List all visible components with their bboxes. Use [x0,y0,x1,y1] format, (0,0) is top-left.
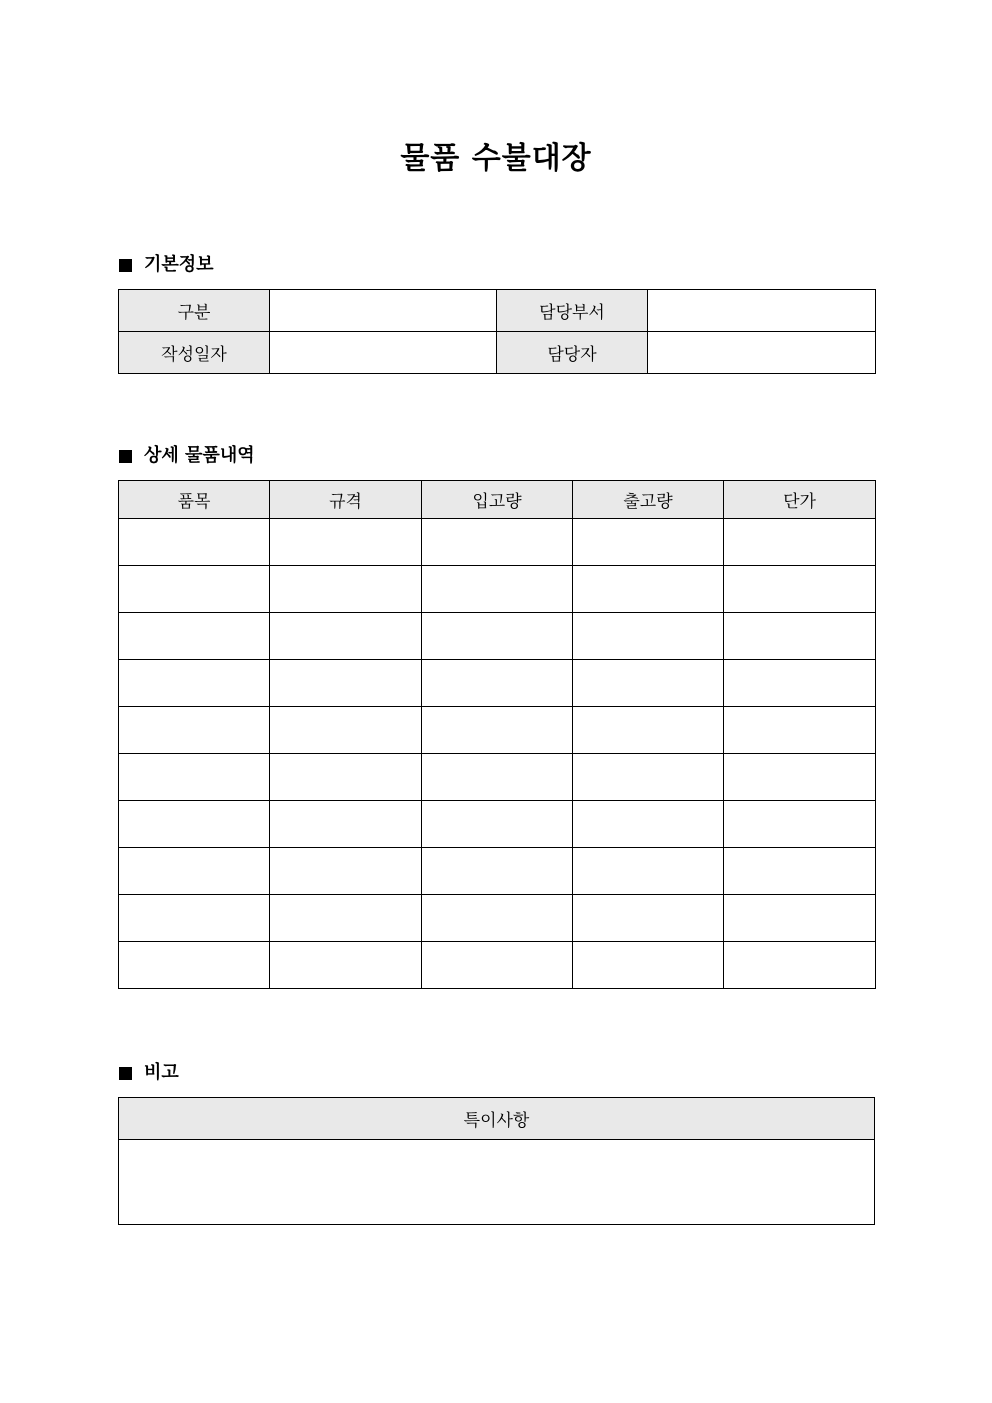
column-header-special-notes: 특이사항 [119,1098,875,1140]
square-bullet-icon [119,1067,132,1080]
table-cell[interactable] [119,613,270,660]
table-cell[interactable] [119,801,270,848]
table-row [119,519,876,566]
section-heading-label: 기본정보 [144,254,214,275]
table-header-row [119,481,876,519]
table-cell[interactable] [724,754,876,801]
table-row [119,801,876,848]
table-row [119,1140,875,1225]
column-header-item: 품목 [119,481,270,519]
table-row [119,290,876,332]
section-heading-basic-info [119,254,214,276]
table-row [119,660,876,707]
manager-field[interactable] [648,332,876,374]
section-heading-remarks [119,1062,179,1084]
table-cell[interactable] [573,895,724,942]
table-cell[interactable] [422,754,573,801]
table-cell[interactable] [573,848,724,895]
page-title: 물품 수불대장 [400,141,592,176]
table-cell[interactable] [422,566,573,613]
table-cell[interactable] [422,707,573,754]
table-row [119,942,876,989]
column-header-incoming: 입고량 [422,481,573,519]
table-cell[interactable] [422,519,573,566]
category-field[interactable] [270,290,497,332]
table-cell[interactable] [119,754,270,801]
table-cell[interactable] [119,566,270,613]
table-cell[interactable] [422,895,573,942]
table-row [119,754,876,801]
section-heading-label: 상세 물품내역 [144,445,255,466]
manager-label: 담당자 [497,332,648,374]
table-cell[interactable] [270,519,422,566]
column-header-spec: 규격 [270,481,422,519]
table-cell[interactable] [724,707,876,754]
square-bullet-icon [119,450,132,463]
table-cell[interactable] [724,801,876,848]
table-row [119,332,876,374]
table-row [119,848,876,895]
table-cell[interactable] [270,942,422,989]
table-cell[interactable] [270,660,422,707]
table-row [119,895,876,942]
table-row [119,707,876,754]
table-cell[interactable] [573,519,724,566]
table-cell[interactable] [724,848,876,895]
table-cell[interactable] [119,895,270,942]
table-cell[interactable] [422,801,573,848]
table-cell[interactable] [270,895,422,942]
section-heading-details [119,445,255,467]
table-cell[interactable] [422,613,573,660]
table-cell[interactable] [270,848,422,895]
table-cell[interactable] [270,707,422,754]
table-cell[interactable] [119,660,270,707]
table-cell[interactable] [422,942,573,989]
table-cell[interactable] [573,754,724,801]
table-cell[interactable] [270,801,422,848]
section-heading-label: 비고 [144,1062,179,1083]
table-cell[interactable] [573,942,724,989]
table-row [119,613,876,660]
department-label: 담당부서 [497,290,648,332]
table-cell[interactable] [573,801,724,848]
table-cell[interactable] [422,848,573,895]
table-cell[interactable] [573,613,724,660]
table-cell[interactable] [270,566,422,613]
basic-info-table [118,289,876,374]
department-field[interactable] [648,290,876,332]
category-label: 구분 [119,290,270,332]
table-cell[interactable] [724,942,876,989]
table-cell[interactable] [724,566,876,613]
table-row [119,566,876,613]
table-cell[interactable] [119,848,270,895]
table-cell[interactable] [724,895,876,942]
table-cell[interactable] [270,613,422,660]
table-cell[interactable] [422,660,573,707]
square-bullet-icon [119,259,132,272]
table-cell[interactable] [119,519,270,566]
table-header-row [119,1098,875,1140]
item-details-table [118,480,876,989]
date-label: 작성일자 [119,332,270,374]
table-cell[interactable] [119,707,270,754]
table-cell[interactable] [724,519,876,566]
table-cell[interactable] [724,613,876,660]
date-field[interactable] [270,332,497,374]
table-cell[interactable] [119,942,270,989]
column-header-outgoing: 출고량 [573,481,724,519]
remarks-table [118,1097,875,1225]
column-header-unit-price: 단가 [724,481,876,519]
table-cell[interactable] [573,707,724,754]
special-notes-field[interactable] [119,1140,875,1225]
table-cell[interactable] [573,566,724,613]
table-cell[interactable] [724,660,876,707]
table-cell[interactable] [573,660,724,707]
table-cell[interactable] [270,754,422,801]
